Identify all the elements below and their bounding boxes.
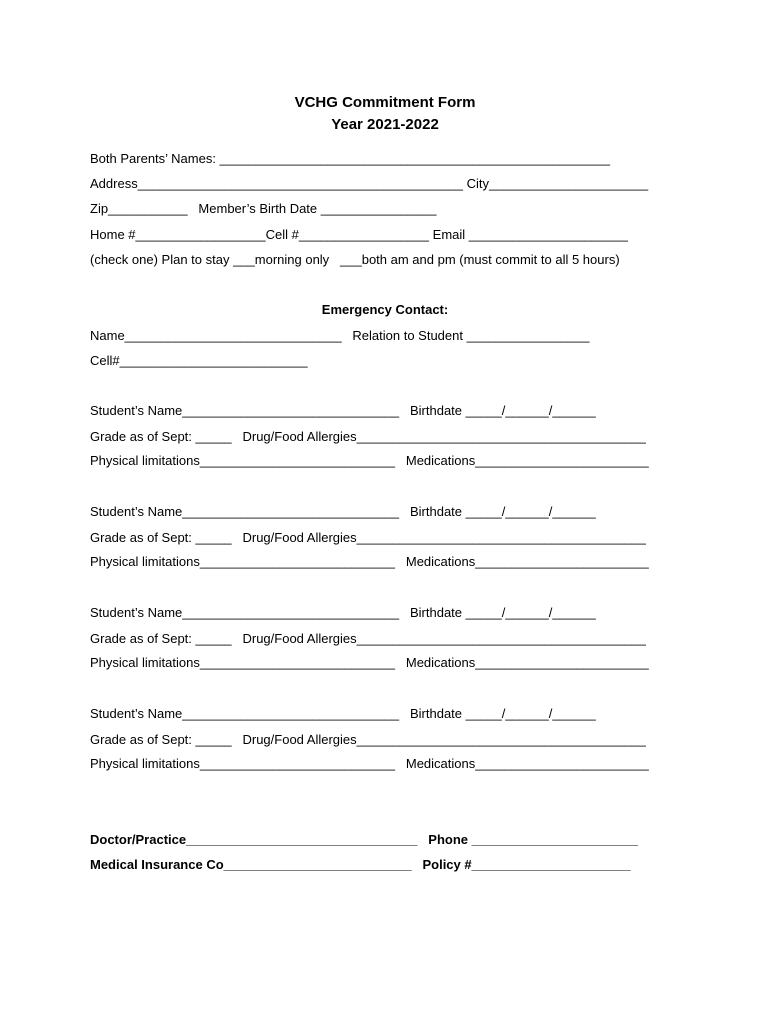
- student-physical-medications-field[interactable]: Physical limitations___________________________ Medications________________________: [90, 655, 649, 670]
- emergency-cell-field[interactable]: Cell#__________________________: [90, 353, 308, 368]
- student-name-field[interactable]: Student’s Name______________________________ Birthdate _____/______/______: [90, 706, 596, 721]
- emergency-contact-heading: Emergency Contact:: [321, 302, 449, 317]
- zip-birthdate-field[interactable]: Zip___________ Member’s Birth Date ________________: [90, 201, 437, 216]
- doctor-phone-field[interactable]: Doctor/Practice________________________________ Phone _______________________: [90, 832, 638, 847]
- address-city-field[interactable]: Address_____________________________________________ City______________________: [90, 176, 649, 191]
- student-physical-medications-field[interactable]: Physical limitations___________________________ Medications________________________: [90, 554, 649, 569]
- student-grade-allergies-field[interactable]: Grade as of Sept: _____ Drug/Food Allergies________________________________________: [90, 429, 646, 444]
- student-physical-medications-field[interactable]: Physical limitations___________________________ Medications________________________: [90, 453, 649, 468]
- emergency-name-field[interactable]: Name______________________________ Relation to Student _________________: [90, 328, 590, 343]
- student-physical-medications-field[interactable]: Physical limitations___________________________ Medications________________________: [90, 756, 649, 771]
- student-grade-allergies-field[interactable]: Grade as of Sept: _____ Drug/Food Allergies________________________________________: [90, 530, 646, 545]
- plan-to-stay-field[interactable]: (check one) Plan to stay ___morning only ___both am and pm (must commit to all 5 hours): [90, 252, 620, 267]
- student-name-field[interactable]: Student’s Name______________________________ Birthdate _____/______/______: [90, 504, 596, 519]
- parents-names-field[interactable]: Both Parents’ Names: ______________________________________________________: [90, 151, 610, 166]
- insurance-policy-field[interactable]: Medical Insurance Co__________________________ Policy #______________________: [90, 857, 631, 872]
- student-name-field[interactable]: Student’s Name______________________________ Birthdate _____/______/______: [90, 605, 596, 620]
- form-title: VCHG Commitment Form: [294, 94, 476, 111]
- form-year: Year 2021-2022: [331, 116, 439, 133]
- student-name-field[interactable]: Student’s Name______________________________ Birthdate _____/______/______: [90, 403, 596, 418]
- student-grade-allergies-field[interactable]: Grade as of Sept: _____ Drug/Food Allergies________________________________________: [90, 631, 646, 646]
- student-grade-allergies-field[interactable]: Grade as of Sept: _____ Drug/Food Allergies________________________________________: [90, 732, 646, 747]
- phone-email-field[interactable]: Home #__________________Cell #__________________ Email ______________________: [90, 227, 628, 242]
